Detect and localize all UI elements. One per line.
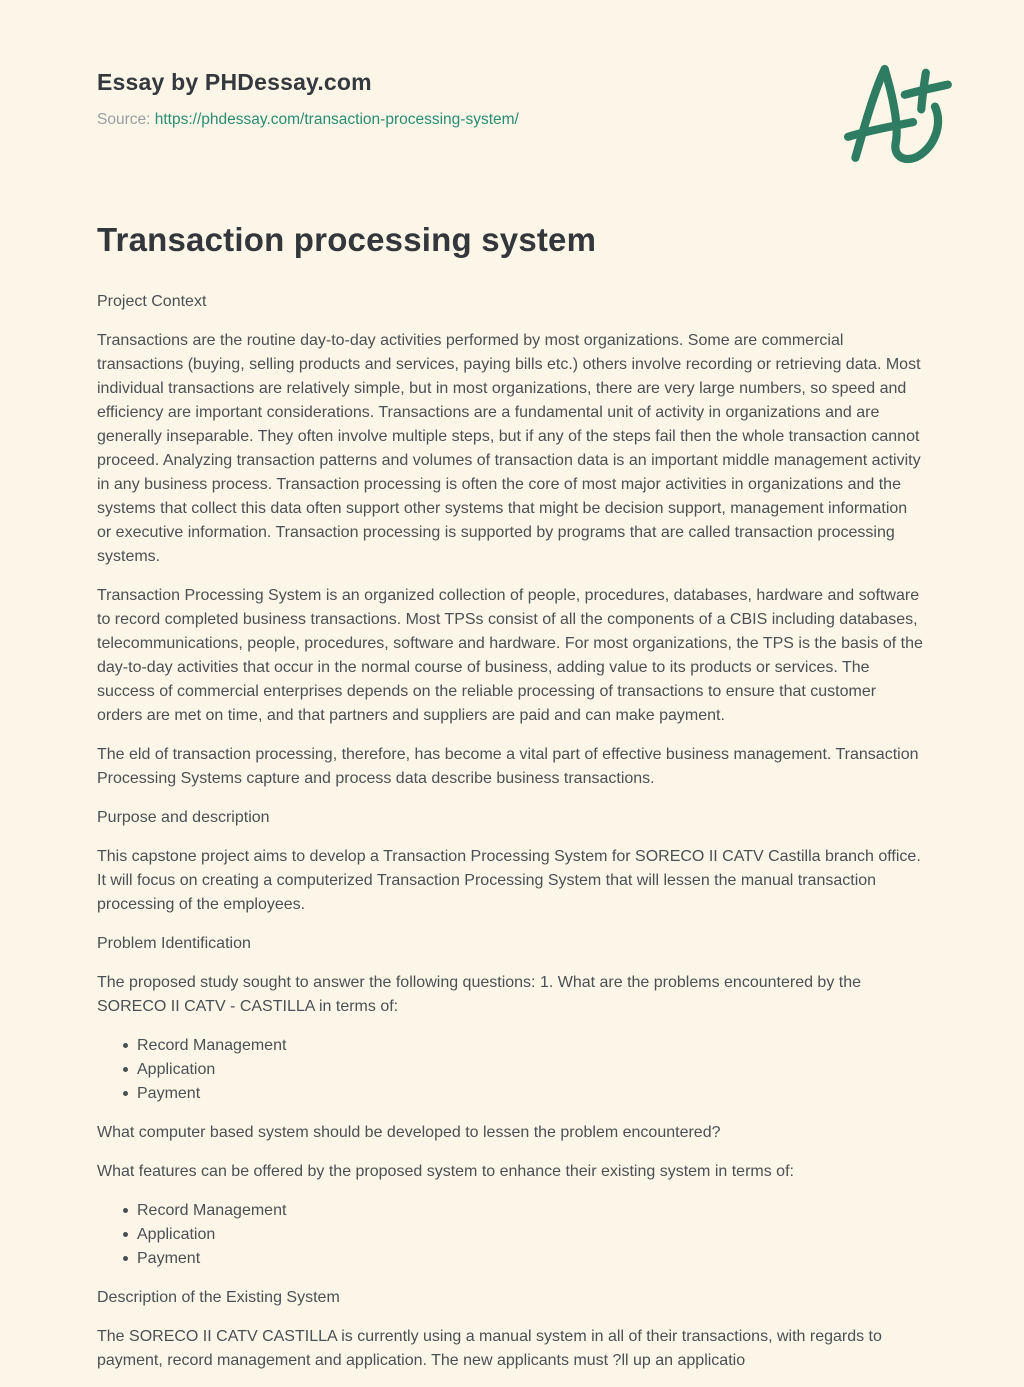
section-heading-project-context: Project Context	[97, 293, 207, 310]
list-item: Application	[123, 1223, 923, 1247]
paragraph: The SORECO II CATV CASTILLA is currently using a manual system in all of their transactions, with regards to payment, record management and application. The new applicants must ?ll up an applicatio	[97, 1328, 882, 1369]
source-link[interactable]: https://phdessay.com/transaction-processing-system/	[154, 111, 519, 128]
section-heading-problem-identification: Problem Identification	[97, 935, 251, 952]
list-item: Application	[123, 1058, 923, 1082]
list-item: Payment	[123, 1247, 923, 1271]
bullet-list	[97, 1199, 923, 1271]
source-label: Source:	[97, 111, 151, 128]
section-heading-purpose: Purpose and description	[97, 809, 270, 826]
paragraph: What features can be offered by the proposed system to enhance their existing system in terms of:	[97, 1163, 794, 1180]
paragraph: Transaction Processing System is an organized collection of people, procedures, databases, hardware and software to record completed business transactions. Most TPSs consist of all the components of a CBIS including databases, telecommunications, people, procedures, software and hardware. For most organizations, the TPS is the basis of the day-to-day activities that occur in the normal course of business, adding value to its products or services. The success of commercial enterprises depends on the reliable processing of transactions to ensure that customer orders are met on time, and that partners and suppliers are paid and can make payment.	[97, 587, 923, 724]
paragraph: What computer based system should be developed to lessen the problem encountered?	[97, 1124, 721, 1141]
paragraph: Transactions are the routine day-to-day activities performed by most organizations. Some are commercial transactions (buying, selling products and services, paying bills etc.) others involve recording or retrieving data. Most individual transactions are relatively simple, but in most organizations, there are very large numbers, so speed and efficiency are important considerations. Transactions are a fundamental unit of activity in organizations and are generally inseparable. They often involve multiple steps, but if any of the steps fail then the whole transaction cannot proceed. Analyzing transaction patterns and volumes of transaction data is an important middle management activity in any business process. Transaction processing is often the core of most major activities in organizations and the systems that collect this data often support other systems that might be decision support, management information or executive information. Transaction processing is supported by programs that are called transaction processing systems.	[97, 332, 921, 565]
paragraph: This capstone project aims to develop a Transaction Processing System for SORECO II CATV Castilla branch office. It will focus on creating a computerized Transaction Processing System that will lessen the manual transaction processing of the employees.	[97, 848, 921, 913]
list-item: Record Management	[123, 1199, 923, 1223]
phdessay-a-plus-logo	[828, 52, 956, 174]
site-header	[97, 68, 923, 130]
essay-body	[97, 290, 923, 1373]
paragraph: The eld of transaction processing, therefore, has become a vital part of effective business management. Transaction Processing Systems capture and process data describe business transactions.	[97, 746, 919, 787]
section-heading-existing-system: Description of the Existing System	[97, 1289, 340, 1306]
list-item: Record Management	[123, 1034, 923, 1058]
site-title: Essay by PHDessay.com	[97, 69, 372, 95]
source-line	[97, 110, 923, 130]
essay-title: Transaction processing system	[97, 221, 597, 258]
paragraph: The proposed study sought to answer the following questions: 1. What are the problems encountered by the SORECO II CATV - CASTILLA in terms of:	[97, 974, 862, 1015]
list-item: Payment	[123, 1082, 923, 1106]
bullet-list	[97, 1034, 923, 1106]
